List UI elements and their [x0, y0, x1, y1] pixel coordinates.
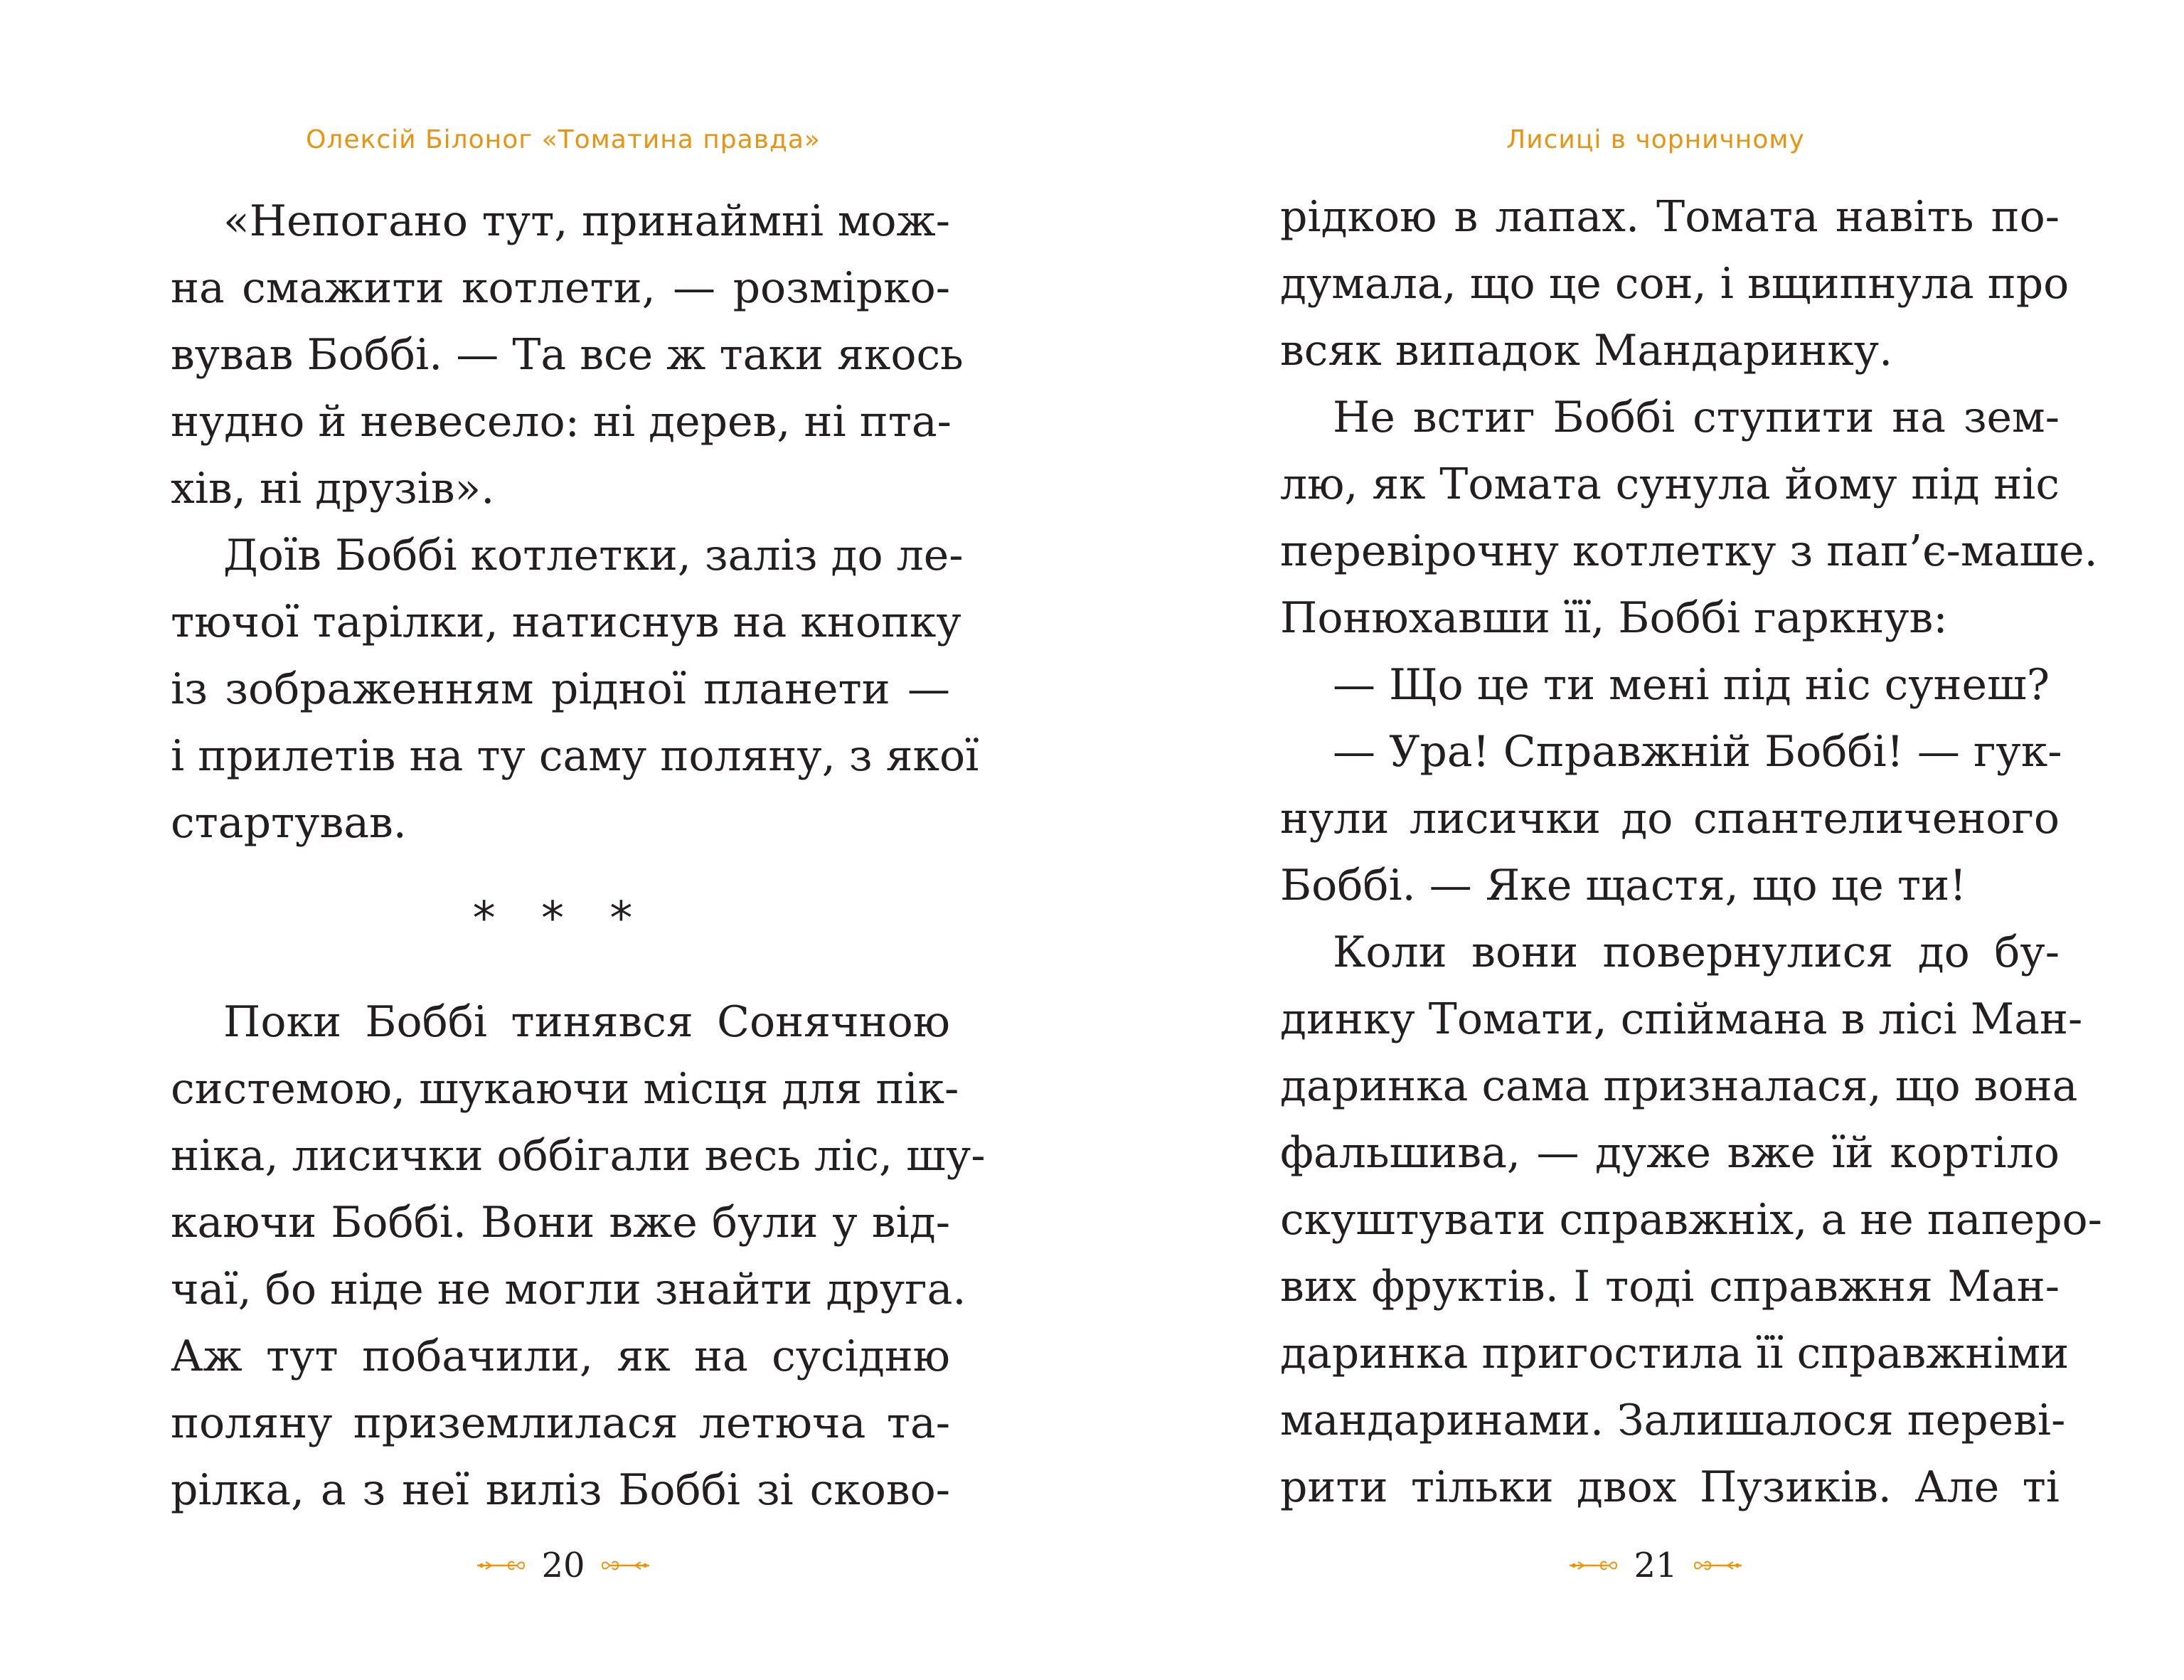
text-line: Боббі. — Яке щастя, що це ти! [1280, 861, 1967, 910]
page-number-footer [188, 1541, 939, 1590]
right-page [1092, 0, 2184, 1680]
text-line: Поки Боббі тинявся Сонячною [223, 997, 950, 1047]
text-line: системою, шукаючи місця для пік- [171, 1064, 959, 1114]
text-line: ніка, лисички оббігали весь ліс, шу- [171, 1131, 986, 1181]
running-head-author-title: Олексій Білоног «Томатина правда» [306, 125, 821, 154]
text-line: думала, що це сон, і вщипнула про [1280, 259, 2070, 309]
text-line: всяк випадок Мандаринку. [1280, 326, 1893, 376]
text-line: даринка сама призналася, що вона [1280, 1061, 2078, 1111]
text-line: даринка пригостила її справжніми [1280, 1329, 2070, 1378]
text-line: нудно й невесело: ні дерев, ні пта- [171, 397, 952, 447]
text-line: рити тільки двох Пузиків. Але ті [1280, 1462, 2060, 1512]
text-line: і прилетів на ту саму поляну, з якої [171, 731, 979, 781]
text-line: «Непогано тут, принаймні мож- [223, 196, 950, 246]
text-line: хів, ні друзів». [171, 464, 495, 514]
section-break-asterisks: * * * [472, 893, 649, 945]
text-line: стартував. [171, 798, 407, 848]
text-line: рілка, а з неї виліз Боббі зі сково- [171, 1465, 950, 1515]
running-head-chapter: Лисиці в чорничному [1506, 125, 1805, 154]
text-line: Аж тут побачили, як на сусідню [171, 1331, 950, 1381]
text-line: поляну приземлилася летюча та- [171, 1398, 950, 1448]
text-line: — Ура! Справжній Боббі! — гук- [1333, 727, 2062, 777]
text-line: — Що це ти мені під ніс сунеш? [1333, 660, 2050, 710]
text-line: Доїв Боббі котлетки, заліз до ле- [223, 531, 964, 580]
page-number: 21 [1634, 1546, 1678, 1585]
text-line: лю, як Томата сунула йому під ніс [1280, 459, 2060, 509]
right-flourish-icon [1693, 1557, 1743, 1574]
text-line: нули лисички до спантеличеного [1280, 794, 2060, 844]
text-line: вих фруктів. І тоді справжня Ман- [1280, 1262, 2060, 1312]
text-line: мандаринами. Залишалося переві- [1280, 1395, 2066, 1445]
text-line: Не встиг Боббі ступити на зем- [1333, 393, 2060, 442]
page-number-footer [1280, 1541, 2031, 1590]
text-line: на смажити котлети, — розмірко- [171, 263, 950, 313]
right-flourish-icon [601, 1557, 651, 1574]
left-flourish-icon [476, 1557, 526, 1574]
text-line: Коли вони повернулися до бу- [1333, 927, 2060, 977]
text-line: каючи Боббі. Вони вже були у від- [171, 1198, 950, 1248]
text-line: рідкою в лапах. Томата навіть по- [1280, 192, 2060, 242]
text-line: Понюхавши її, Боббі гаркнув: [1280, 593, 1948, 643]
text-line: вував Боббі. — Та все ж таки якось [171, 330, 964, 380]
text-line: із зображенням рідної планети — [171, 664, 950, 714]
text-line: чаї, бо ніде не могли знайти друга. [171, 1265, 966, 1314]
text-line: перевірочну котлетку з пап’є-маше. [1280, 526, 2098, 576]
left-flourish-icon [1568, 1557, 1618, 1574]
text-line: тючої тарілки, натиснув на кнопку [171, 597, 962, 647]
text-line: скуштувати справжніх, а не паперо- [1280, 1195, 2102, 1245]
text-line: динку Томати, спіймана в лісі Ман- [1280, 994, 2083, 1044]
text-line: фальшива, — дуже вже їй кортіло [1280, 1128, 2060, 1178]
page-number: 20 [541, 1546, 585, 1585]
